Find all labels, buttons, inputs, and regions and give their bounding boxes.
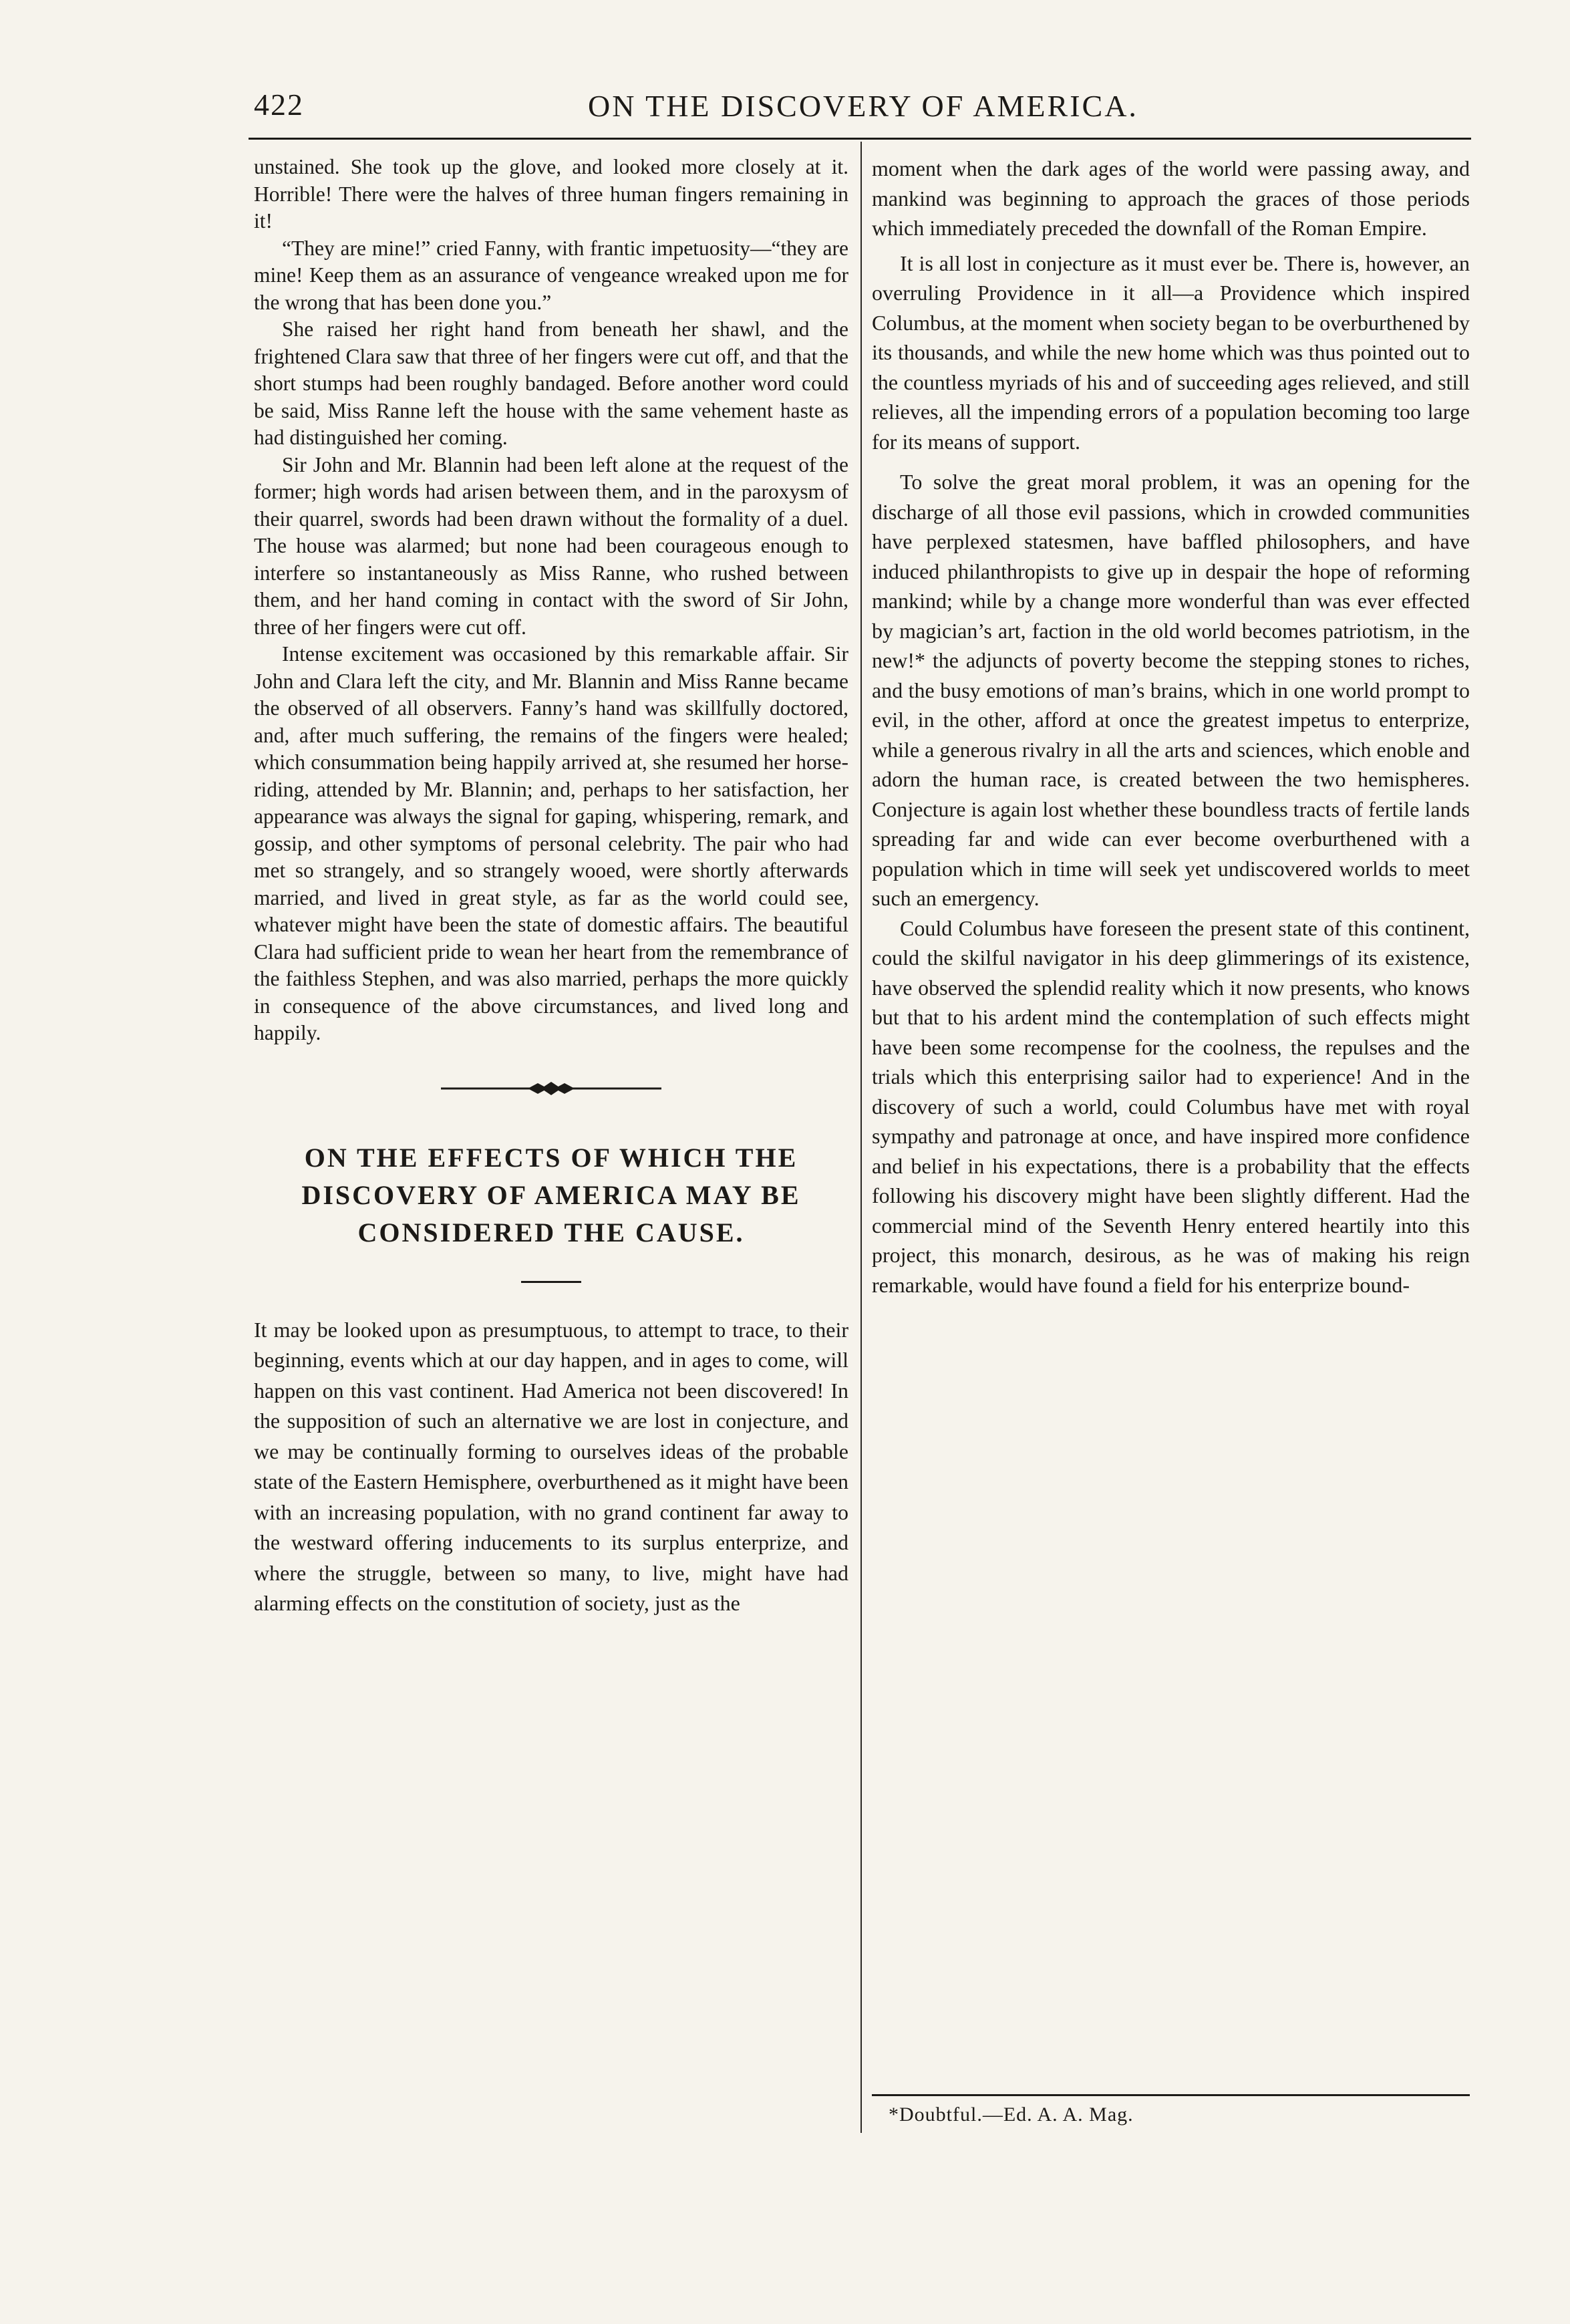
left-column: [254, 154, 848, 1619]
article-paragraph: It is all lost in conjecture as it must ever be. There is, however, an overruling Providence in it all—a Providence which inspired Columbus, at the moment when society began to be overburthened by its thousands, and while the new home which was thus pointed out to the countless myriads of his and of succeeding ages relieved, and still relieves, all the impending errors of a population becoming too large for its means of support.: [872, 251, 1470, 454]
article-paragraph: To solve the great moral problem, it was an opening for the discharge of all those evil passions, which in crowded communities have perplexed statesmen, have baffled philosophers, and have induced philanthropists to give up in despair the hope of reforming mankind; while by a change more wonderful than was ever effected by magician’s art, faction in the old world becomes patriotism, in the new!* the adjuncts of poverty become the stepping stones to riches, and the busy emotions of man’s brains, which in one world prompt to evil, in the other, afford at once the greatest impetus to enterprize, while a generous rivalry in all the arts and sciences, which enoble and adorn the human race, is created between the two hemispheres. Conjecture is again lost whether these boundless tracts of fertile lands spreading far and wide can ever become overburthened with a population which in time will seek yet undiscovered worlds to meet such an emergency.: [872, 470, 1470, 910]
story-paragraph: Sir John and Mr. Blannin had been left alone at the request of the former; high words had arisen between them, and in the paroxysm of their quarrel, swords had been drawn without the formality of a duel. The house was alarmed; but none had been courageous enough to interfere so instantaneously as Miss Ranne, who rushed between them, and her hand coming in contact with the sword of Sir John, three of her fingers were cut off.: [254, 452, 848, 639]
story-paragraph: Intense excitement was occasioned by this remarkable affair. Sir John and Clara left the city, and Mr. Blannin and Miss Ranne became the observed of all observers. Fanny’s hand was skillfully doctored, and, after much suffering, the remains of the fingers were healed; which consummation being happily arrived at, she resumed her horse-riding, attended by Mr. Blannin; and, perhaps to her satisfaction, her appearance was always the signal for gaping, whispering, remark, and gossip, and other symptoms of personal celebrity. The pair who had met so strangely, and so strangely wooed, were shortly afterwards married, and lived in great style, as far as the world could see, whatever might have been the state of domestic affairs. The beautiful Clara had sufficient pride to wean her heart from the remembrance of the faithless Stephen, and was also married, perhaps the more quickly in consequence of the above circumstances, and lived long and happily.: [254, 642, 848, 1044]
footnote-rule: [872, 2094, 1470, 2096]
header-rule: [249, 138, 1471, 140]
story-paragraph: She raised her right hand from beneath her shawl, and the frightened Clara saw that three of her fingers were cut off, and that the short stumps had been roughly bandaged. Before another word could be said, Miss Ranne left the house with the same vehement haste as had distinguished her coming.: [254, 317, 848, 449]
article-title: ON THE EFFECTS OF WHICH THE DISCOVERY OF AMERICA MAY BE CONSIDERED THE CAUSE.: [301, 1142, 801, 1248]
column-divider: [860, 142, 862, 2133]
right-column: [872, 154, 1470, 1300]
section-ornament: [441, 1079, 661, 1098]
story-paragraph: unstained. She took up the glove, and looked more closely at it. Horrible! There were the halves of three human fingers remaining in it!: [254, 155, 848, 233]
article-opening-paragraph: It may be looked upon as presumptuous, to attempt to trace, to their beginning, events which at our day happen, and in ages to come, will happen on this vast continent. Had America not been discovered! In the supposition of such an alternative we are lost in conjecture, and we may be continually forming to ourselves ideas of the probable state of the Eastern Hemisphere, overburthened as it might have been with an increasing population, with no grand continent far away to the westward offering inducements to its surplus enterprize, and where the struggle, between so many, to live, might have had alarming effects on the constitution of society, just as the: [254, 1317, 848, 1615]
running-head: ON THE DISCOVERY OF AMERICA.: [588, 89, 1138, 123]
page-number: 422: [254, 88, 304, 122]
story-paragraph: “They are mine!” cried Fanny, with frantic impetuosity—“they are mine! Keep them as an assurance of vengeance wreaked upon me for the wrong that has been done you.”: [254, 236, 848, 314]
footnote: *Doubtful.—Ed. A. A. Mag.: [889, 2103, 1134, 2126]
article-paragraph: moment when the dark ages of the world were passing away, and mankind was beginning to approach the graces of those periods which immediately preceded the downfall of the Roman Empire.: [872, 156, 1470, 240]
article-paragraph: Could Columbus have foreseen the present state of this continent, could the skilful navigator in his deep glimmerings of its existence, have observed the splendid reality which it now presents, who knows but that to his ardent mind the contemplation of such effects might have been some recompense for the coolness, the repulses and the trials which this enterprising sailor had to experience! And in the discovery of such a world, could Columbus have met with royal sympathy and patronage at once, and have inspired more confidence and belief in his expectations, there is a probability that the effects following his discovery might have been slightly different. Had the commercial mind of the Seventh Henry entered heartily into this project, this monarch, desirous, as he was of making his reign remarkable, would have found a field for his enterprize bound-: [872, 915, 1470, 1297]
